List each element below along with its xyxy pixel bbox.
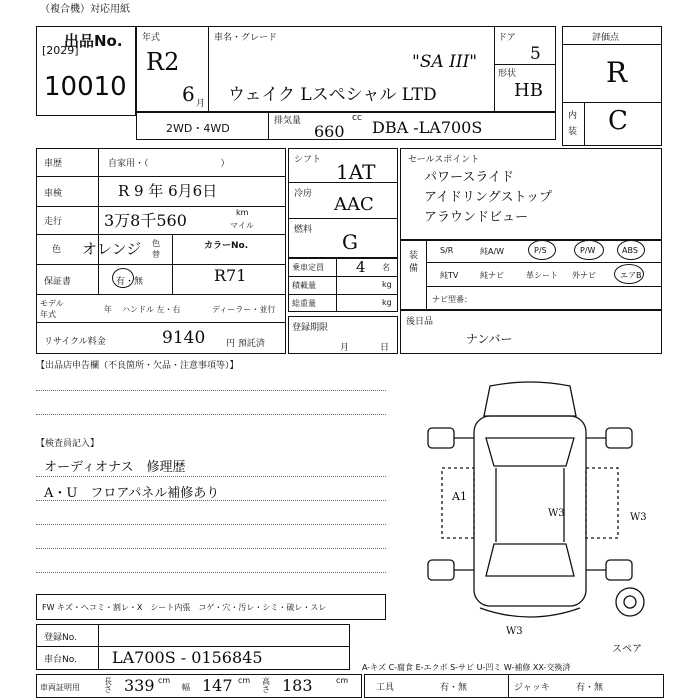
deadline-label: 登録期限	[292, 323, 329, 333]
color-no-label: カラーNo.	[204, 241, 249, 251]
model-code: DBA -LA700S	[372, 118, 483, 137]
year-value: R2	[146, 48, 180, 76]
mark-w3-2: W3	[630, 512, 647, 523]
interior-label-2: 装	[568, 127, 578, 137]
interior-score: C	[608, 106, 628, 136]
seats-unit: 名	[382, 263, 390, 272]
door-value: 5	[530, 44, 541, 64]
load-unit: kg	[382, 280, 392, 289]
cert-label: 車両証明用	[40, 683, 80, 692]
sales-label: セールスポイント	[408, 155, 480, 165]
car-name: ウェイク Lスペシャル LTD	[228, 85, 437, 105]
aircon-value: AAC	[334, 194, 374, 215]
recycle-unit: 円 預託済	[226, 339, 265, 349]
equip-sr: S/R	[440, 246, 454, 255]
cc-value: 660	[314, 122, 345, 141]
deadline-day: 日	[380, 343, 390, 353]
jack-label: ジャッキ	[514, 683, 550, 693]
fuel-value: G	[342, 230, 358, 254]
color-label: 色	[52, 245, 62, 255]
sales-line-1: パワースライド	[424, 170, 514, 185]
after-install	[400, 310, 662, 354]
lot-number: 10010	[44, 72, 127, 102]
handle-label: ハンドル 左・右	[122, 305, 181, 314]
shape-label: 形状	[498, 69, 517, 79]
cc-unit: cc	[352, 113, 362, 123]
weight-unit: kg	[382, 298, 392, 307]
year-label: 年式	[142, 33, 161, 43]
month-value: 6	[182, 82, 195, 106]
door-label: ドア	[498, 33, 516, 43]
grade-score: R	[606, 56, 628, 89]
model-label: 車名・グレード	[214, 33, 278, 43]
equip-aw: 純A/W	[480, 247, 505, 256]
equip-leather: 革シート	[526, 271, 558, 280]
inspector-label: 【検査員記入】	[36, 439, 100, 449]
seats-label: 乗車定員	[292, 263, 324, 272]
after-label: 後日品	[406, 317, 434, 327]
equip-ps: P/S	[534, 246, 547, 255]
aircon-label: 冷房	[294, 189, 313, 199]
warranty-label: 保証書	[44, 277, 72, 287]
shape-value: HB	[514, 80, 543, 101]
color-no-value: R71	[214, 266, 247, 285]
inspection-value: R 9 年 6月6日	[118, 182, 218, 200]
warranty-value: 有・無	[116, 277, 144, 287]
sales-line-2: アイドリングストップ	[424, 190, 553, 205]
color-value: オレンジ	[82, 240, 142, 258]
grade-badge: "SA III"	[412, 52, 478, 72]
height-unit: cm	[336, 676, 349, 685]
after-value: ナンバー	[466, 332, 513, 346]
seats-value: 4	[356, 258, 366, 276]
width-value: 147	[202, 676, 233, 695]
equip-ext-navi: 外ナビ	[572, 271, 596, 280]
mileage-km: km	[236, 208, 249, 217]
tools-label: 工具	[376, 683, 395, 693]
chassis-value: LA700S - 0156845	[112, 648, 263, 667]
reg-label: 登録No.	[44, 633, 77, 643]
equip-abs: ABS	[622, 246, 638, 255]
lot-label: 出品No.	[64, 32, 123, 50]
mileage-label: 走行	[44, 217, 63, 227]
mileage-mile: マイル	[230, 221, 254, 230]
color-sub: 色替	[152, 239, 160, 259]
weight-label: 総重量	[292, 299, 316, 308]
inspector-line-2: A・U フロアパネル補修あり	[44, 486, 220, 501]
car-diagram	[400, 376, 660, 638]
seller-notes-label: 【出品店申告欄（不良箇所・欠品・注意事項等）】	[36, 361, 239, 371]
load-label: 積載量	[292, 281, 316, 290]
cc-label: 排気量	[274, 116, 302, 126]
height-value: 183	[282, 676, 313, 695]
equipment-label: 装備	[409, 251, 419, 274]
recycle-label: リサイクル料金	[44, 337, 106, 347]
defects-label: FW キズ・ヘコミ・割レ・X シート内張 コゲ・穴・汚レ・シミ・破レ・スレ	[42, 603, 327, 612]
equip-pw: P/W	[580, 246, 596, 255]
dealer-label: ディーラー・並行	[212, 305, 276, 314]
equip-tv: 純TV	[440, 271, 459, 280]
damage-legend: A-キズ C-腐食 E-エクボ S-サビ U-凹ミ W-補修 XX-交換済	[362, 663, 571, 672]
month-unit: 月	[196, 99, 206, 109]
height-label: 高さ	[262, 677, 270, 694]
length-unit: cm	[158, 676, 171, 685]
lot-subcode: [2029]	[42, 44, 79, 57]
recycle-value: 9140	[162, 328, 206, 348]
model-year-label: モデル年式	[40, 299, 64, 319]
form-title: （複合機）対応用紙	[40, 4, 130, 15]
jack-value: 有・無	[576, 683, 604, 693]
tools-value: 有・無	[440, 683, 468, 693]
equip-airbag: エアB	[620, 271, 642, 280]
mark-w3-3: W3	[506, 626, 523, 637]
sales-line-3: アラウンドビュー	[424, 210, 529, 225]
shift-label: シフト	[294, 155, 322, 165]
history-value: 自家用・（ ）	[108, 159, 230, 169]
deadline-month: 月	[340, 343, 350, 353]
interior-label-1: 内	[568, 111, 578, 121]
inspector-line-1: オーディオナス 修理歴	[44, 460, 186, 475]
dimensions-row	[36, 674, 362, 698]
equip-navi: 純ナビ	[480, 271, 504, 280]
mark-w3-1: W3	[548, 508, 565, 519]
width-unit: cm	[238, 676, 251, 685]
grade-label: 評価点	[592, 33, 620, 43]
width-label: 幅	[182, 683, 190, 692]
model-year-unit: 年	[104, 305, 112, 314]
mileage-value: 3万8千560	[104, 211, 187, 230]
shift-value: 1AT	[336, 160, 376, 184]
chassis-label: 車台No.	[44, 655, 77, 665]
drive-type: 2WD・4WD	[166, 122, 230, 135]
length-label: 長さ	[104, 677, 112, 694]
fuel-label: 燃料	[294, 225, 313, 235]
length-value: 339	[124, 676, 155, 695]
navi-model-label: ナビ型番：	[432, 295, 472, 304]
mark-a1: A1	[452, 490, 467, 503]
history-label: 車歴	[44, 159, 63, 169]
spare-label: スペア	[612, 644, 642, 655]
inspection-label: 車検	[44, 189, 63, 199]
